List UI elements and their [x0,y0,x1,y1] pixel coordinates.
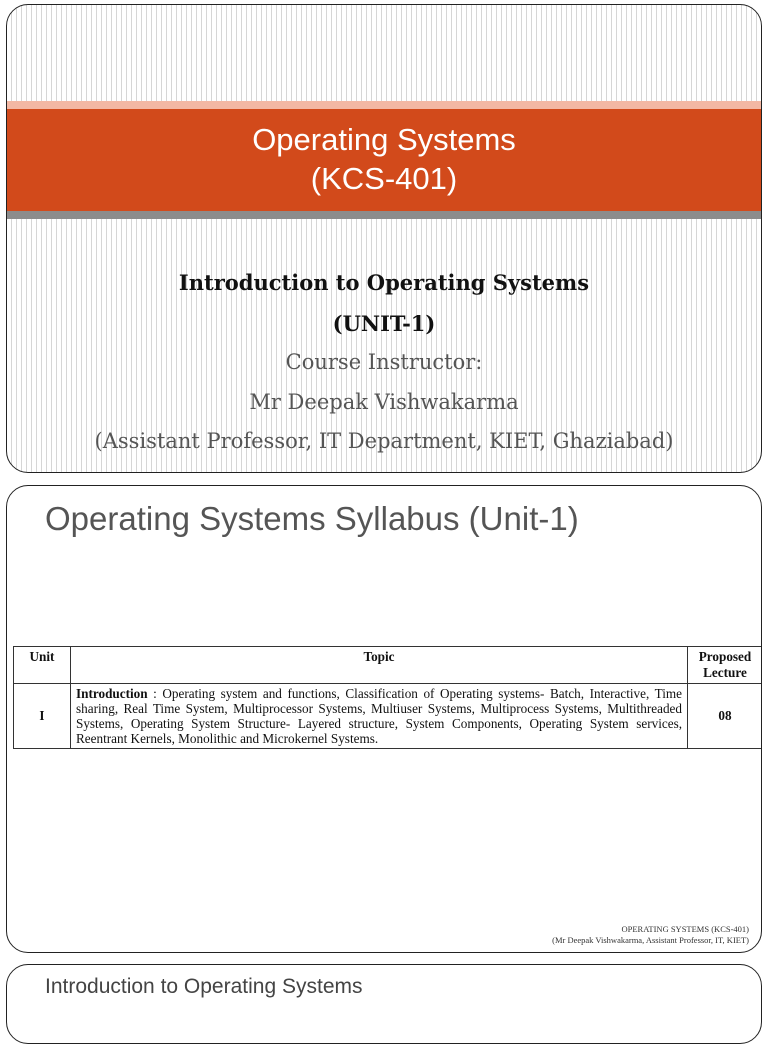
cell-topic [71,684,688,749]
syllabus-table [13,646,762,749]
instructor-name: Mr Deepak Vishwakarma [249,390,519,414]
course-code-line [311,159,457,199]
intro-slide [6,964,762,1044]
intro-title: Introduction to Operating Systems [45,975,363,998]
header-topic: Topic [71,647,688,684]
syllabus-slide [6,485,762,953]
syllabus-title: Operating Systems Syllabus (Unit-1) [45,500,579,537]
course-title: Operating Systems [252,122,516,157]
title-band [7,109,761,211]
instructor-designation: (Assistant Professor, IT Department, KIET, Ghaziabad) [94,429,674,453]
header-proposed-lecture: Proposed Lecture [688,647,763,684]
title-band-bottom-stripe [7,211,761,219]
topic-text: : Operating system and functions, Classification of Operating systems- Batch, Interactive, Time sharing, Real Time System, Multiprocessor Systems, Multiuser Systems, Multiprocess Systems, Multithreaded Systems, Operating System Structure- Layered structure, System Components, Operating System services, Reentrant Kernels, Monolithic and Microkernel Systems. [76,686,682,746]
title-band-top-stripe [7,101,761,109]
lecture-subtitle: Introduction to Operating Systems [178,270,590,295]
cell-lectures: 08 [688,684,763,749]
instructor-label: Course Instructor: [285,350,483,374]
unit-label: (UNIT-1) [332,311,436,336]
slide-footer [552,924,749,946]
title-slide [6,4,762,473]
code-open-paren: ( [310,161,322,196]
course-code: KCS-401 [321,161,447,196]
code-close-paren: ) [446,161,458,196]
topic-heading: Introduction [76,686,148,701]
table-row [14,684,763,749]
header-unit: Unit [14,647,71,684]
footer-instructor: (Mr Deepak Vishwakarma, Assistant Professor, IT, KIET) [552,935,749,945]
footer-course: OPERATING SYSTEMS (KCS-401) [621,924,749,934]
cell-unit: I [14,684,71,749]
table-header-row [14,647,763,684]
